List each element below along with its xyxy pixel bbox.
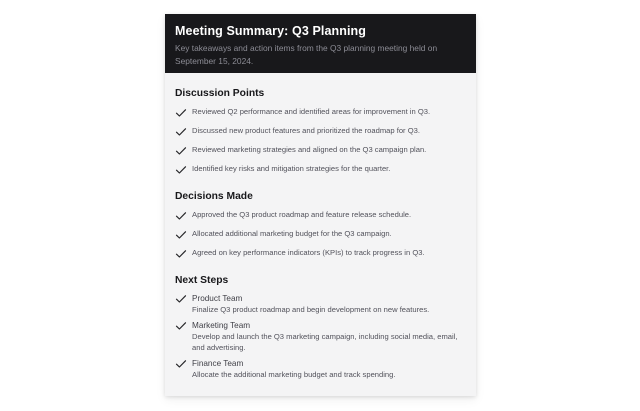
next-step-desc: Finalize Q3 product roadmap and begin development on new features. bbox=[192, 305, 430, 314]
list-item-text: Allocated additional marketing budget for the Q3 campaign. bbox=[192, 229, 392, 238]
next-step-item bbox=[175, 320, 466, 353]
list-item bbox=[175, 228, 466, 247]
check-icon bbox=[175, 211, 187, 221]
next-step-desc: Develop and launch the Q3 marketing campaign, including social media, email, and advertising. bbox=[192, 332, 458, 352]
next-steps-section bbox=[175, 274, 466, 380]
list-item bbox=[175, 247, 466, 266]
next-step-content bbox=[192, 293, 429, 315]
check-icon bbox=[175, 127, 187, 137]
check-icon bbox=[175, 108, 187, 118]
check-icon bbox=[175, 359, 187, 369]
next-step-team: Marketing Team bbox=[192, 321, 251, 330]
card-header bbox=[165, 14, 476, 73]
next-step-content bbox=[192, 358, 395, 380]
list-item-text: Identified key risks and mitigation strategies for the quarter. bbox=[192, 164, 391, 173]
next-step-team: Finance Team bbox=[192, 359, 244, 368]
check-icon bbox=[175, 321, 187, 331]
meeting-summary-card bbox=[165, 14, 476, 396]
list-item-text: Agreed on key performance indicators (KPIs) to track progress in Q3. bbox=[192, 248, 425, 257]
check-icon bbox=[175, 146, 187, 156]
check-icon bbox=[175, 294, 187, 304]
discussion-title: Discussion Points bbox=[175, 88, 265, 99]
card-body bbox=[165, 73, 476, 380]
check-icon bbox=[175, 249, 187, 259]
next-step-team: Product Team bbox=[192, 294, 243, 303]
list-item-text: Discussed new product features and prioritized the roadmap for Q3. bbox=[192, 126, 420, 135]
next-step-item bbox=[175, 358, 466, 380]
list-item-text: Reviewed marketing strategies and aligned on the Q3 campaign plan. bbox=[192, 145, 427, 154]
list-item bbox=[175, 106, 466, 125]
check-icon bbox=[175, 230, 187, 240]
next-step-desc: Allocate the additional marketing budget and track spending. bbox=[192, 370, 396, 379]
check-icon bbox=[175, 165, 187, 175]
next-step-content bbox=[192, 320, 466, 353]
list-item-text: Reviewed Q2 performance and identified areas for improvement in Q3. bbox=[192, 107, 431, 116]
list-item bbox=[175, 125, 466, 144]
list-item bbox=[175, 209, 466, 228]
next-steps-title: Next Steps bbox=[175, 275, 229, 286]
next-step-item bbox=[175, 293, 466, 315]
page-subtitle: Key takeaways and action items from the Q3 planning meeting held on September 15, 2024. bbox=[175, 43, 438, 66]
decisions-section bbox=[175, 190, 466, 266]
list-item-text: Approved the Q3 product roadmap and feature release schedule. bbox=[192, 210, 412, 219]
decisions-title: Decisions Made bbox=[175, 191, 253, 202]
list-item bbox=[175, 144, 466, 163]
list-item bbox=[175, 163, 466, 182]
discussion-section bbox=[175, 87, 466, 182]
page-title: Meeting Summary: Q3 Planning bbox=[175, 24, 367, 38]
